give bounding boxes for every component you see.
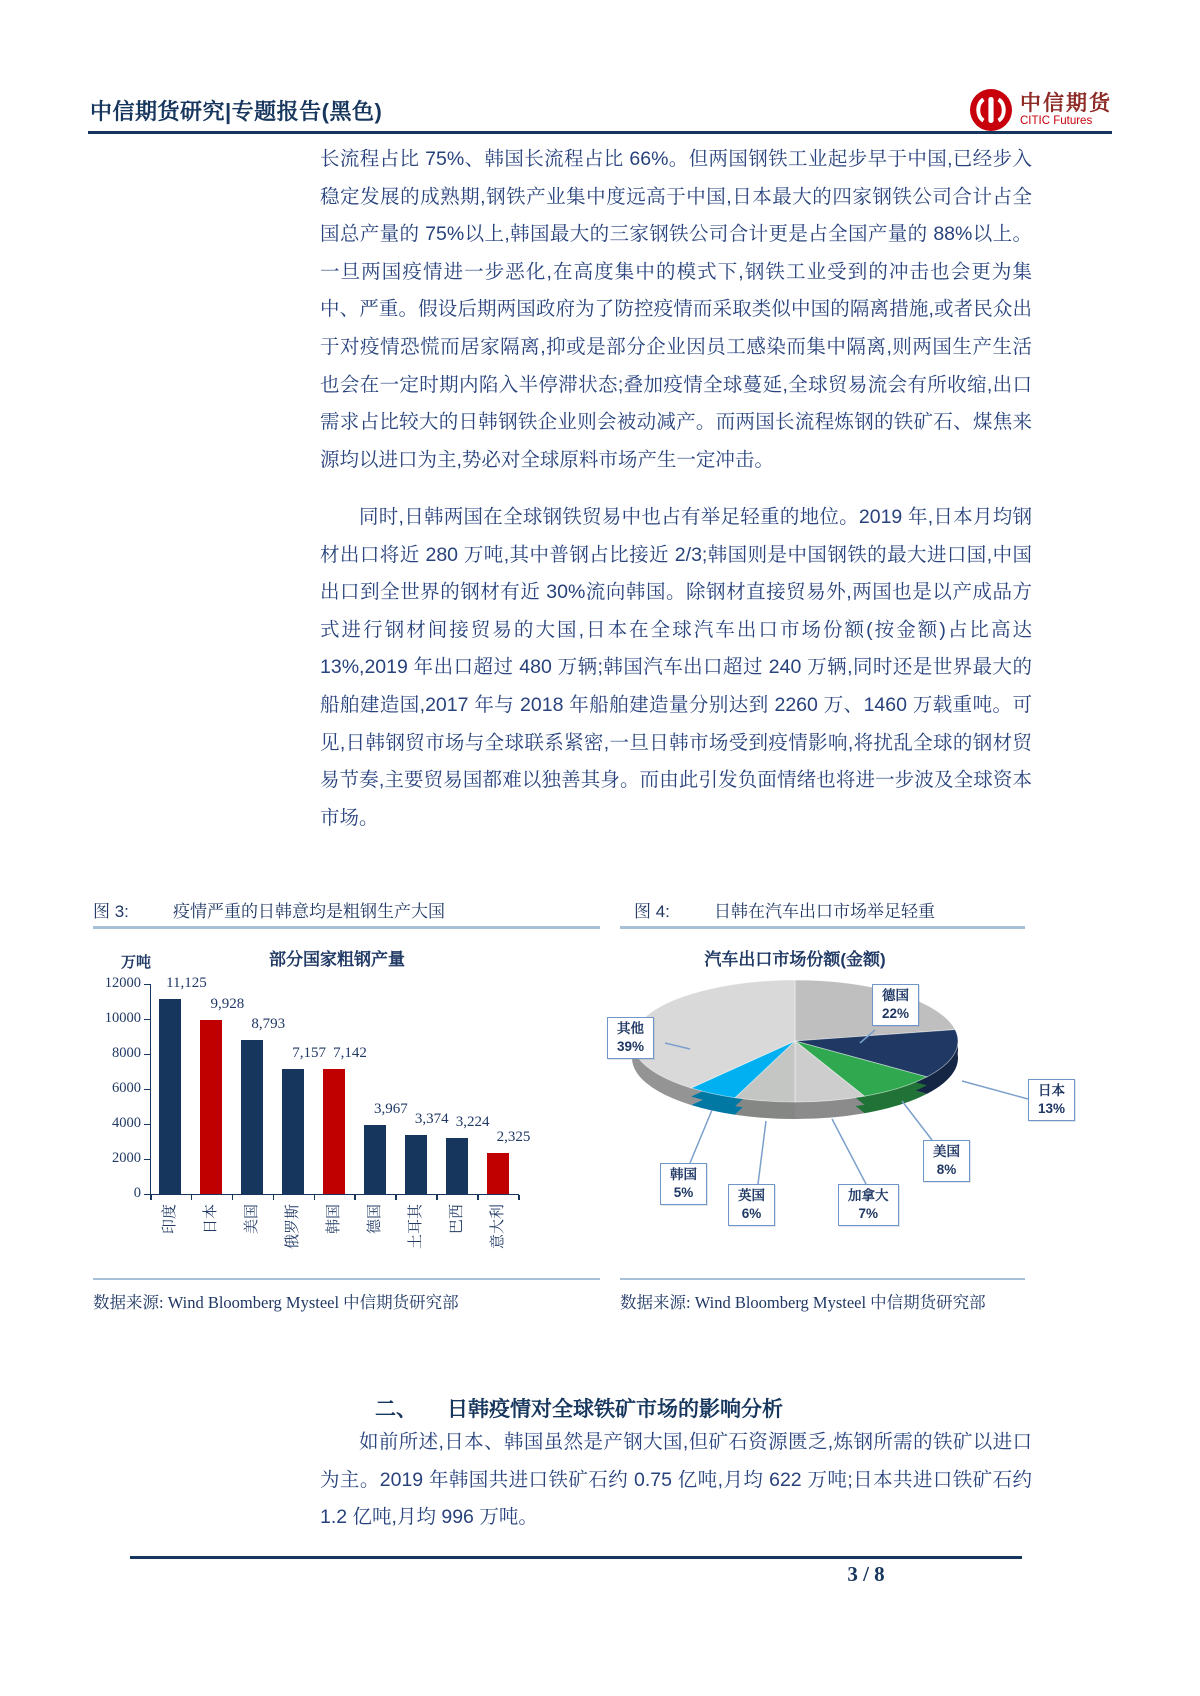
y-axis-tick-mark	[144, 1054, 150, 1055]
pie-callout-percent: 22%	[882, 1006, 910, 1022]
bar-美国	[241, 1040, 263, 1194]
pie-callout-其他	[607, 1017, 654, 1059]
x-axis-tick-mark	[314, 1195, 316, 1200]
page-header	[90, 86, 1112, 134]
pie-callout-line	[758, 1121, 766, 1184]
figure-3-caption-text: 疫情严重的日韩意均是粗钢生产大国	[173, 902, 445, 921]
bar-category-label: 意大利	[488, 1204, 506, 1250]
x-axis-tick-mark	[518, 1195, 520, 1200]
bar-category-label: 印度	[161, 1204, 179, 1235]
page-number: 3 / 8	[847, 1562, 885, 1586]
bar-日本	[200, 1020, 222, 1194]
pie-callout-label: 日本	[1038, 1083, 1066, 1098]
pie-chart-canvas	[617, 929, 1066, 1280]
pie-callout-line	[902, 1101, 932, 1140]
pie-callout-德国	[872, 984, 919, 1026]
bar-value-label: 3,967	[374, 1101, 408, 1117]
bar-category-label: 韩国	[325, 1204, 342, 1235]
pie-callout-美国	[923, 1140, 970, 1182]
pie-callout-percent: 5%	[673, 1185, 694, 1201]
bar-德国	[364, 1125, 386, 1194]
x-axis-tick-mark	[436, 1195, 438, 1200]
figure-3-tag: 图 3:	[93, 902, 129, 921]
y-axis-tick-label: 10000	[104, 1010, 141, 1026]
bar-category-label: 日本	[202, 1204, 220, 1235]
bar-印度	[159, 999, 181, 1194]
bar-value-label: 3,374	[414, 1111, 449, 1127]
figure-3-crude-steel-bar-chart	[93, 893, 600, 1313]
bar-意大利	[487, 1153, 509, 1194]
y-axis-tick-label: 4000	[112, 1115, 141, 1131]
y-axis-tick-label: 8000	[112, 1045, 141, 1061]
section-2-title: 日韩疫情对全球铁矿市场的影响分析	[447, 1398, 783, 1422]
pie-callout-label: 英国	[738, 1188, 765, 1203]
bar-value-label: 11,125	[166, 975, 207, 991]
figure-4-caption-text: 日韩在汽车出口市场举足轻重	[714, 902, 935, 921]
bar-category-label: 俄罗斯	[284, 1204, 302, 1250]
bar-chart-title: 部分国家粗钢产量	[269, 950, 405, 969]
pie-callout-percent: 13%	[1038, 1101, 1066, 1117]
bar-category-label: 美国	[243, 1204, 261, 1235]
bar-value-label: 7,157	[292, 1045, 326, 1061]
figure-4-auto-export-pie-chart	[617, 893, 1066, 1313]
bar-value-label: 8,793	[251, 1016, 286, 1032]
pie-callout-line	[690, 1110, 712, 1163]
bar-value-label: 2,325	[496, 1129, 531, 1145]
section-2-heading	[375, 1393, 783, 1423]
bar-category-label: 土耳其	[406, 1204, 424, 1250]
header-divider-rule	[88, 131, 1112, 134]
bar-category-label: 德国	[365, 1204, 383, 1235]
x-axis-tick-mark	[191, 1195, 193, 1200]
paragraph-iron-ore-imports: 如前所述,日本、韩国虽然是产钢大国,但矿石资源匮乏,炼钢所需的铁矿以进口为主。2019 年韩国共进口铁矿石约 0.75 亿吨,月均 622 万吨;日本共进口铁矿石约 1.2 亿吨,月均 996 万吨。	[320, 1431, 1032, 1529]
y-axis-tick-label: 2000	[112, 1150, 141, 1166]
logo-brand-en: CITIC Futures	[1020, 114, 1093, 127]
bar-chart-canvas	[93, 929, 600, 1280]
pie-callout-韩国	[660, 1163, 707, 1205]
footer-divider-rule	[130, 1556, 1022, 1559]
pie-callout-label: 韩国	[670, 1167, 697, 1182]
bar-土耳其	[405, 1135, 427, 1194]
figure-4-caption	[620, 893, 1025, 929]
x-axis-tick-mark	[232, 1195, 234, 1200]
pie-callout-加拿大	[838, 1184, 899, 1226]
bar-俄罗斯	[282, 1069, 304, 1194]
pie-chart-title: 汽车出口市场份额(金额)	[704, 950, 886, 969]
figure-4-tag: 图 4:	[634, 902, 670, 921]
pie-callout-percent: 8%	[936, 1162, 957, 1178]
y-axis-tick-label: 12000	[104, 975, 141, 991]
x-axis-tick-mark	[150, 1195, 152, 1200]
bar-chart-unit-label: 万吨	[121, 954, 152, 971]
logo-brand-cn: 中信期货	[1020, 91, 1112, 115]
figures-row	[93, 893, 1107, 1323]
x-axis-tick-mark	[395, 1195, 397, 1200]
logo-text	[1020, 93, 1112, 127]
y-axis-tick-mark	[144, 1089, 150, 1090]
bar-category-label: 巴西	[447, 1204, 465, 1235]
figure-3-caption	[93, 893, 600, 929]
pie-callout-line	[962, 1081, 1028, 1099]
bar-韩国	[323, 1069, 345, 1194]
pie-callout-label: 德国	[882, 988, 910, 1003]
report-header-title: 中信期货研究|专题报告(黑色)	[90, 98, 383, 124]
section-2-number: 二、	[375, 1398, 417, 1422]
bar-巴西	[446, 1138, 468, 1194]
pie-callout-label: 加拿大	[848, 1188, 889, 1203]
bar-value-label: 9,928	[210, 996, 245, 1012]
bar-value-label: 7,142	[333, 1045, 367, 1061]
citic-circle-logo-icon	[969, 88, 1013, 132]
pie-callout-英国	[728, 1184, 775, 1226]
y-axis-tick-mark	[144, 984, 150, 985]
y-axis-tick-label: 6000	[112, 1080, 141, 1096]
paragraph-steel-industry: 长流程占比 75%、韩国长流程占比 66%。但两国钢铁工业起步早于中国,已经步入稳定发展的成熟期,钢铁产业集中度远高于中国,日本最大的四家钢铁公司合计占全国总产量的 75%以上,韩国最大的三家钢铁公司合计更是占全国产量的 88%以上。一旦两国疫情进一步恶化,在高度集中的模式下,钢铁工业受到的冲击也会更为集中、严重。假设后期两国政府为了防控疫情而采取类似中国的隔离措施,或者民众出于对疫情恐慌而居家隔离,抑或是部分企业因员工感染而集中隔离,则两国生产生活也会在一定时期内陷入半停滞状态;叠加疫情全球蔓延,全球贸易流会有所收缩,出口需求占比较大的日韩钢铁企业则会被动减产。而两国长流程炼钢的铁矿石、煤焦来源均以进口为主,势必对全球原料市场产生一定冲击。	[320, 148, 1032, 471]
x-axis-tick-mark	[273, 1195, 275, 1200]
citic-futures-logo	[969, 88, 1112, 132]
x-axis-tick-mark	[477, 1195, 479, 1200]
paragraph-steel-trade: 同时,日韩两国在全球钢铁贸易中也占有举足轻重的地位。2019 年,日本月均钢材出口将近 280 万吨,其中普钢占比接近 2/3;韩国则是中国钢铁的最大进口国,中国出口到全世界的钢材有近 30%流向韩国。除钢材直接贸易外,两国也是以产成品方式进行钢材间接贸易的大国,日本在全球汽车出口市场份额(按金额)占比高达 13%,2019 年出口超过 480 万辆;韩国汽车出口超过 240 万辆,同时还是世界最大的船舶建造国,2017 年与 2018 年船舶建造量分别达到 2260 万、1460 万载重吨。可见,日韩钢贸市场与全球联系紧密,一旦日韩市场受到疫情影响,将扰乱全球的钢材贸易节奏,主要贸易国都难以独善其身。而由此引发负面情绪也将进一步波及全球资本市场。	[320, 506, 1032, 829]
pie-callout-label: 美国	[933, 1144, 960, 1159]
y-axis-tick-mark	[144, 1019, 150, 1020]
figure-3-source: 数据来源: Wind Bloomberg Mysteel 中信期货研究部	[93, 1293, 459, 1312]
figure-4-source: 数据来源: Wind Bloomberg Mysteel 中信期货研究部	[620, 1293, 986, 1312]
pie-callout-label: 其他	[617, 1021, 645, 1036]
y-axis-tick-mark	[144, 1124, 150, 1125]
pie-callout-percent: 7%	[858, 1206, 878, 1222]
y-axis-tick-mark	[144, 1159, 150, 1160]
bar-value-label: 3,224	[455, 1114, 490, 1130]
pie-callout-percent: 39%	[617, 1039, 645, 1055]
y-axis-tick-label: 0	[133, 1185, 141, 1201]
pie-callout-line	[832, 1119, 866, 1184]
pie-callout-日本	[1028, 1079, 1075, 1121]
x-axis-tick-mark	[354, 1195, 356, 1200]
pie-callout-percent: 6%	[741, 1206, 762, 1222]
